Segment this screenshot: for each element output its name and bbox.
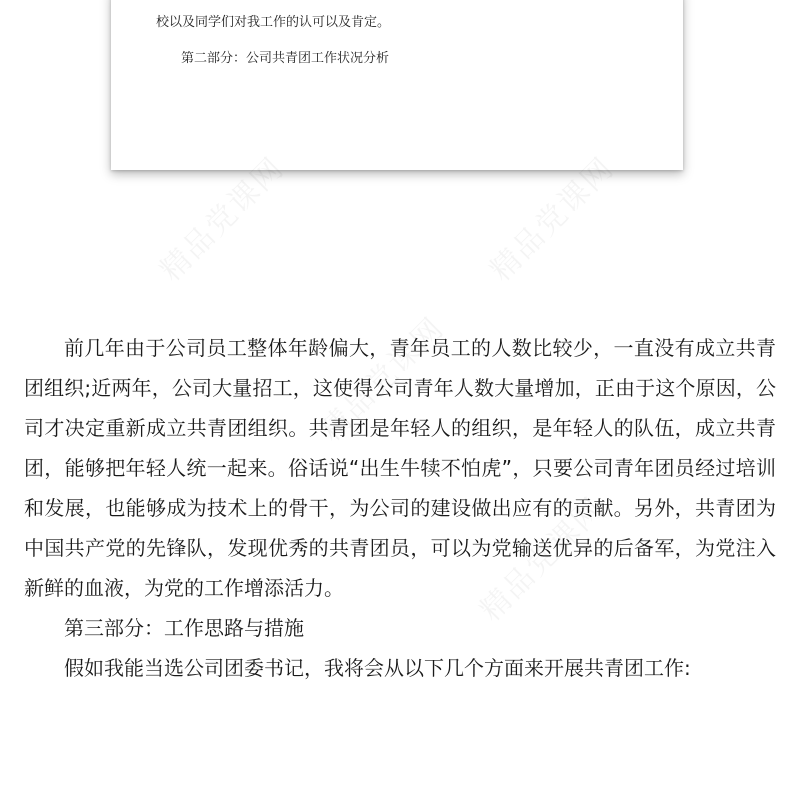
body-paragraph: 假如我能当选公司团委书记，我将会从以下几个方面来开展共青团工作: <box>64 656 691 680</box>
document-preview-card <box>111 0 683 170</box>
preview-text-line: 校以及同学们对我工作的认可以及肯定。 <box>156 15 391 30</box>
section-heading: 第三部分：工作思路与措施 <box>64 616 304 640</box>
document-body <box>24 328 776 688</box>
preview-section-heading: 第二部分：公司共青团工作状况分析 <box>181 51 390 66</box>
body-paragraph: 前几年由于公司员工整体年龄偏大，青年员工的人数比较少，一直没有成立共青团组织;近两年，公司大量招工，这使得公司青年人数大量增加，正由于这个原因，公司才决定重新成立共青团组织。共青团是年轻人的组织，是年轻人的队伍，成立共青团，能够把年轻人统一起来。俗话说“出生牛犊不怕虎”，只要公司青年团员经过培训和发展，也能够成为技术上的骨干，为公司的建设做出应有的贡献。另外，共青团为中国共产党的先锋队，发现优秀的共青团员，可以为党输送优异的后备军，为党注入新鲜的血液，为党的工作增添活力。 <box>24 336 776 600</box>
